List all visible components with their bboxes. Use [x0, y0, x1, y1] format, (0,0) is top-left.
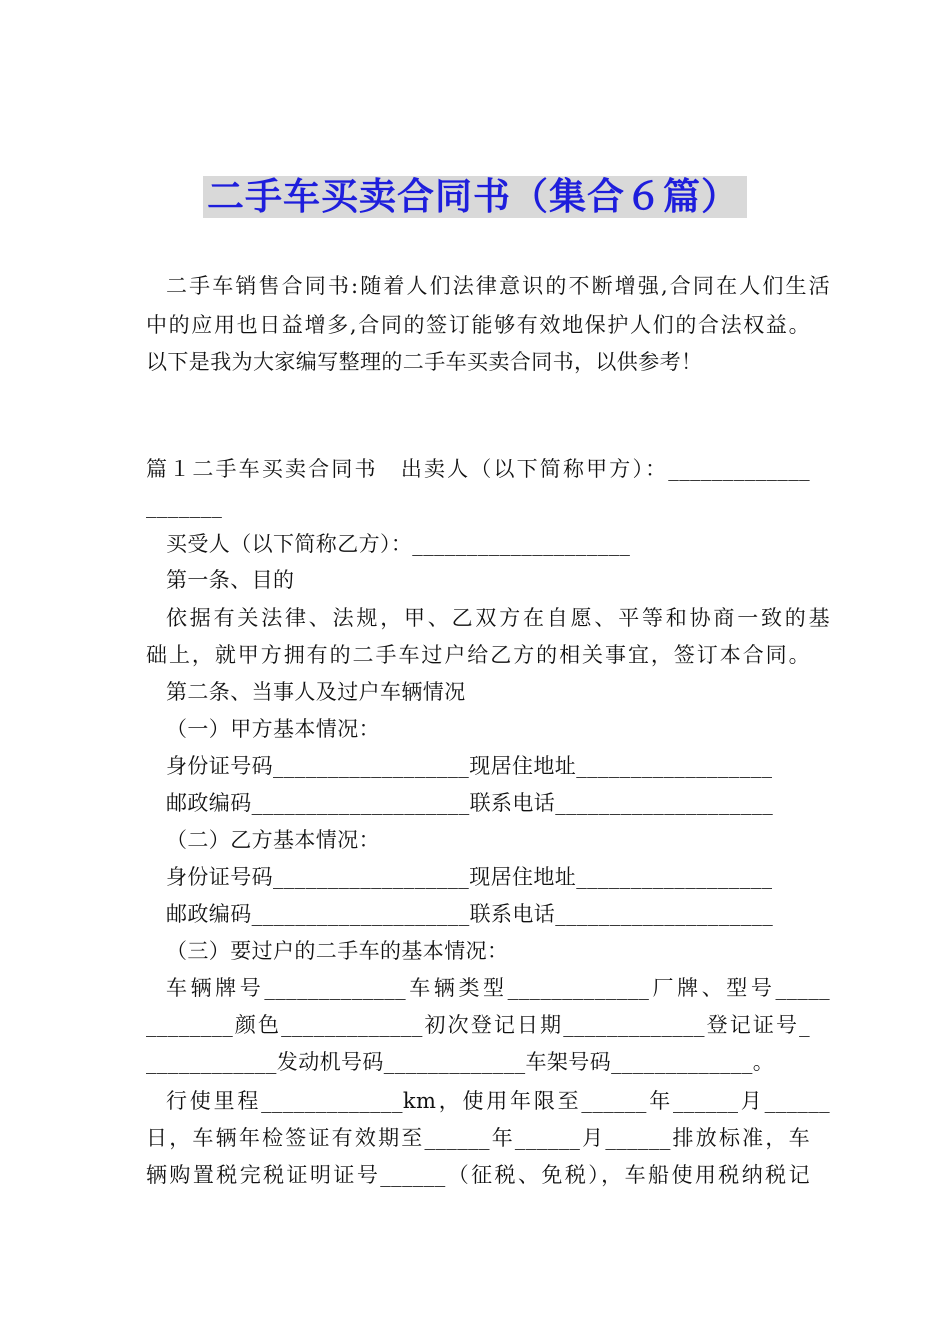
body-line: 依据有关法律、法规，甲、乙双方在自愿、平等和协商一致的基: [166, 606, 830, 630]
document-title: 二手车买卖合同书（集合６篇）: [203, 176, 747, 218]
form-line: 邮政编码____________________联系电话____________________: [166, 791, 774, 815]
body-line: 买受人（以下简称乙方）：____________________: [166, 532, 631, 556]
intro-line: 二手车销售合同书:随着人们法律意识的不断增强,合同在人们生活: [166, 274, 830, 298]
form-line: 行使里程_____________km，使用年限至______年______月______: [166, 1089, 830, 1113]
subsection-heading: （一）甲方基本情况：: [166, 717, 380, 741]
form-line: 身份证号码__________________现居住地址__________________: [166, 754, 773, 778]
form-line: 车辆牌号_____________车辆类型_____________厂牌、型号_____: [166, 976, 830, 1000]
form-line: 日，车辆年检签证有效期至______年______月______排放标准，车: [146, 1126, 810, 1150]
intro-line: 以下是我为大家编写整理的二手车买卖合同书，以供参考！: [146, 350, 703, 374]
form-line: 身份证号码__________________现居住地址__________________: [166, 865, 773, 889]
subsection-heading: （二）乙方基本情况：: [166, 828, 380, 852]
section-heading-line: 篇１二手车买卖合同书 出卖人（以下简称甲方）：_____________: [146, 457, 810, 481]
subsection-heading: （三）要过户的二手车的基本情况：: [166, 939, 509, 963]
article-heading: 第一条、目的: [166, 568, 295, 592]
form-line: 邮政编码____________________联系电话____________________: [166, 902, 774, 926]
intro-line: 中的应用也日益增多,合同的签订能够有效地保护人们的合法权益。: [146, 313, 810, 337]
form-line: ________颜色_____________初次登记日期_____________登记证号_: [146, 1013, 810, 1037]
article-heading: 第二条、当事人及过户车辆情况: [166, 680, 466, 704]
body-line: _______: [146, 494, 223, 518]
form-line: 辆购置税完税证明证号______（征税、免税），车船使用税纳税记: [146, 1163, 810, 1187]
body-line: 础上，就甲方拥有的二手车过户给乙方的相关事宜，签订本合同。: [146, 643, 810, 667]
title-container: [0, 176, 950, 218]
form-line: ____________发动机号码_____________车架号码_____________。: [146, 1050, 775, 1074]
